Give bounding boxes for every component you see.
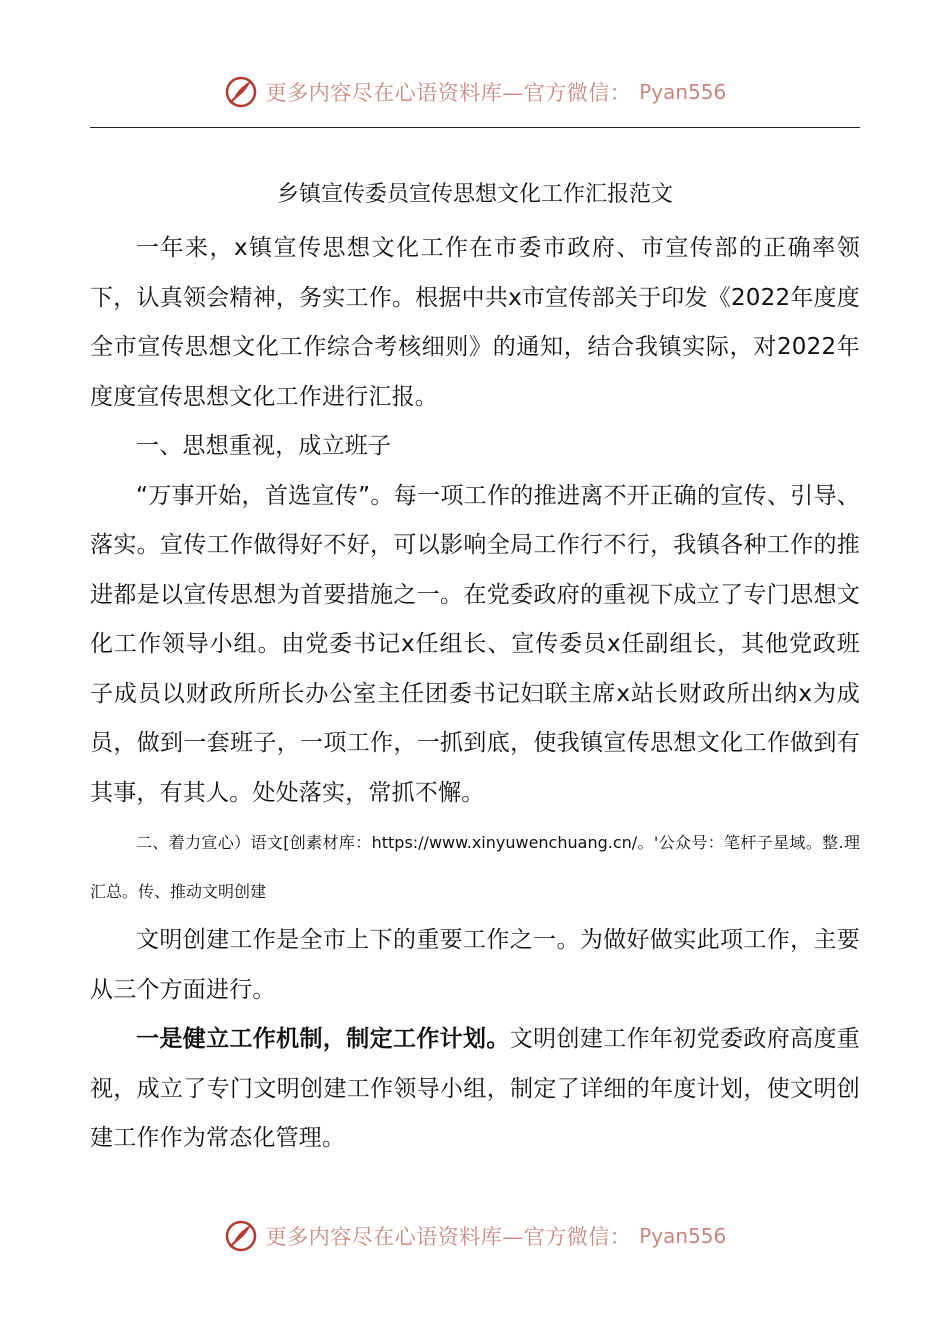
section1-heading: 一、思想重视，成立班子 (136, 433, 392, 459)
watermark-text: 更多内容尽在心语资料库—官方微信： (265, 1225, 632, 1249)
header-divider (90, 127, 860, 128)
quill-pen-logo-icon (224, 75, 258, 109)
quill-pen-logo-icon (224, 1219, 258, 1253)
section2-heading: 二、着力宣心）语文[创素材库：https://www.xinyuwenchuang.cn/。'公众号：笔杆子星域。整.理汇总。传、推动文明创建 (90, 833, 860, 901)
section2-paragraph: 文明创建工作是全市上下的重要工作之一。为做好做实此项工作，主要从三个方面进行。 (90, 927, 860, 1003)
document-title: 乡镇宣传委员宣传思想文化工作汇报范文 (276, 182, 673, 207)
intro-paragraph: 一年来，x镇宣传思想文化工作在市委市政府、市宣传部的正确率领下，认真领会精神，务实工作。根据中共x市宣传部关于印发《2022年度度全市宣传思想文化工作综合考核细则》的通知，结合我镇实际，对2022年度度宣传思想文化工作进行汇报。 (90, 235, 860, 410)
section1-paragraph: “万事开始，首选宣传”。每一项工作的推进离不开正确的宣传、引导、落实。宣传工作做得好不好，可以影响全局工作行不行，我镇各种工作的推进都是以宣传思想为首要措施之一。在党委政府的重视下成立了专门思想文化工作领导小组。由党委书记x任组长、宣传委员x任副组长，其他党政班子成员以财政所所长办公室主任团委书记妇联主席x站长财政所出纳x为成员，做到一套班子，一项工作，一抓到底，使我镇宣传思想文化工作做到有其事，有其人。处处落实，常抓不懈。 (90, 482, 860, 806)
watermark-handle: Pyan556 (639, 1224, 727, 1248)
document-body (90, 172, 860, 1164)
footer-watermark (0, 1216, 950, 1256)
point1-lead: 一是健立工作机制，制定工作计划。 (136, 1026, 510, 1052)
watermark-text: 更多内容尽在心语资料库—官方微信： (265, 81, 632, 105)
watermark-handle: Pyan556 (639, 80, 727, 104)
point1-paragraph (90, 1015, 860, 1164)
header-watermark (0, 72, 950, 112)
point1-text: 文明创建工作年初党委政府高度重视，成立了专门文明创建工作领导小组，制定了详细的年度计划，使文明创建工作作为常态化管理。 (90, 1026, 861, 1151)
